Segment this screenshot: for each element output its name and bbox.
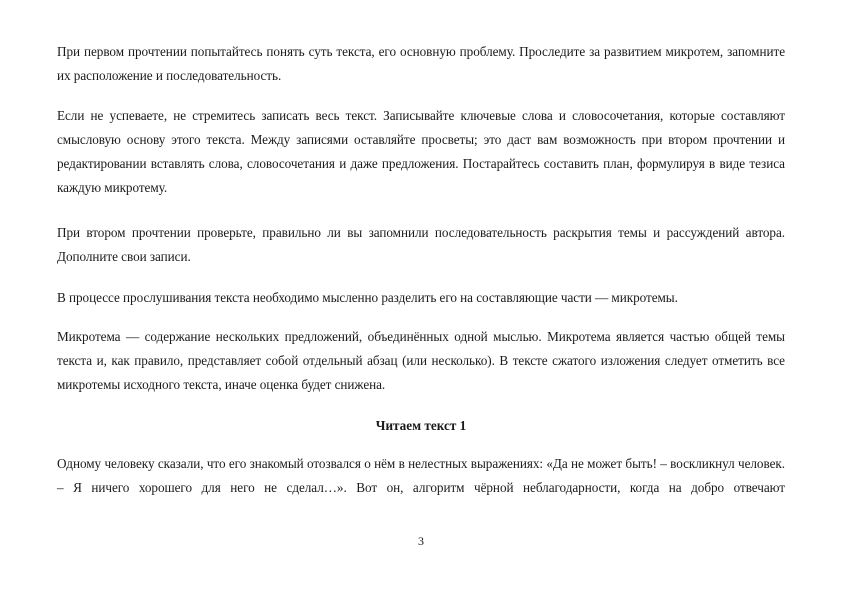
- paragraph-second-reading: При втором прочтении проверьте, правильно ли вы запомнили последовательность раскрытия темы и рассуждений автора. Дополните свои записи.: [57, 225, 785, 264]
- page-number: 3: [418, 534, 424, 548]
- section-heading: Читаем текст 1: [375, 418, 467, 433]
- paragraph-first-reading: При первом прочтении попытайтесь понять суть текста, его основную проблему. Проследите за развитием микротем, запомните их расположение и последовательность.: [57, 44, 785, 83]
- paragraph-microtheme-definition: Микротема — содержание нескольких предложений, объединённых одной мыслью. Микротема является частью общей темы текста и, как правило, представляет собой отдельный абзац (или несколько). В тексте сжатого изложения следует отметить все микротемы исходного текста, иначе оценка будет снижена.: [57, 329, 785, 392]
- paragraph-listening: В процессе прослушивания текста необходимо мысленно разделить его на составляющие части — микротемы.: [57, 290, 678, 305]
- paragraph-note-taking: Если не успеваете, не стремитесь записать весь текст. Записывайте ключевые слова и словосочетания, которые составляют смысловую основу этого текста. Между записями оставляйте просветы; это даст вам возможность при втором прочтении и редактировании вставлять слова, словосочетания и даже предложения. Постарайтесь составить план, формулируя в виде тезиса каждую микротему.: [57, 108, 785, 195]
- paragraph-reading-text: Одному человеку сказали, что его знакомый отозвался о нём в нелестных выражениях: «Да не может быть! – воскликнул человек. – Я ничего хорошего для него не сделал…». Вот он, алгоритм чёрной неблагодарности, когда на добро отвечают: [57, 456, 785, 495]
